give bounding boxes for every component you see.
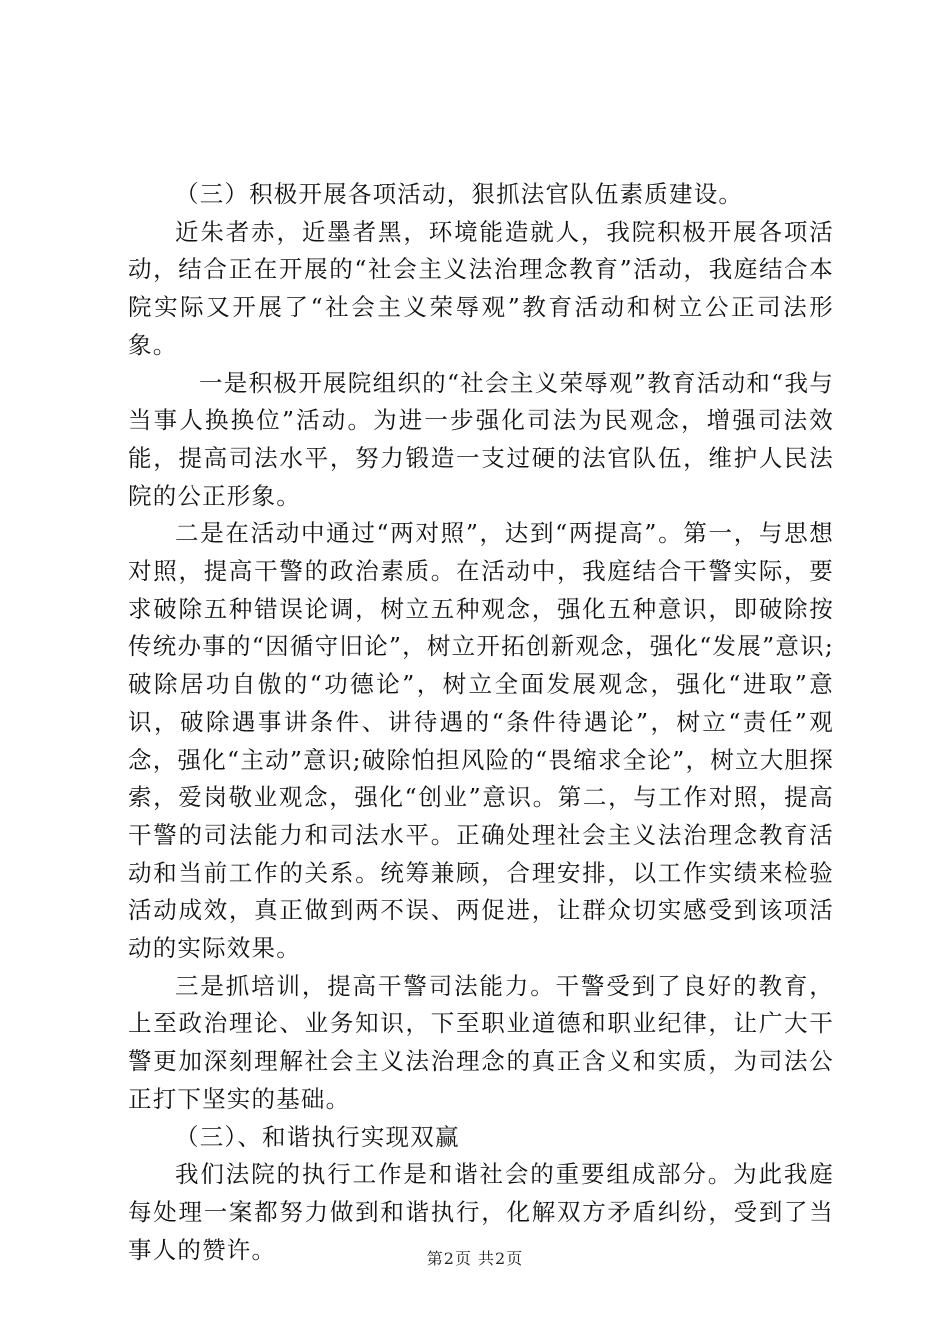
section-heading-activities: （三）积极开展各项活动，狠抓法官队伍素质建设。 (175, 180, 744, 208)
page-number-footer: 第2页 共2页 (426, 1249, 524, 1268)
paragraph-execution: 我们法院的执行工作是和谐社会的重要组成部分。为此我庭每处理一案都努力做到和谐执行，化解双方矛盾纠纷，受到了当事人的赞许。 (128, 1160, 834, 1264)
paragraph-point-one: 一是积极开展院组织的“社会主义荣辱观”教育活动和“我与当事人换换位”活动。为进一步强化司法为民观念，增强司法效能，提高司法水平，努力锻造一支过硬的法官队伍，维护人民法院的公正形象。 (128, 368, 834, 510)
paragraph-point-two: 二是在活动中通过“两对照”，达到“两提高”。第一，与思想对照，提高干警的政治素质。在活动中，我庭结合干警实际，要求破除五种错误论调，树立五种观念，强化五种意识，即破除按传统办事的“因循守旧论”，树立开拓创新观念，强化“发展”意识;破除居功自傲的“功德论”，树立全面发展观念，强化“进取”意识，破除遇事讲条件、讲待遇的“条件待遇论”，树立“责任”观念，强化“主动”意识;破除怕担风险的“畏缩求全论”，树立大胆探索，爱岗敬业观念，强化“创业”意识。第二，与工作对照，提高干警的司法能力和司法水平。正确处理社会主义法治理念教育活动和当前工作的关系。统筹兼顾，合理安排，以工作实绩来检验活动成效，真正做到两不误、两促进，让群众切实感受到该项活动的实际效果。 (128, 519, 834, 963)
document-body (128, 176, 834, 1269)
section-heading-execution: （三）、和谐执行实现双赢 (175, 1122, 460, 1151)
paragraph-intro: 近朱者赤，近墨者黑，环境能造就人，我院积极开展各项活动，结合正在开展的“社会主义法治理念教育”活动，我庭结合本院实际又开展了“社会主义荣辱观”教育活动和树立公正司法形象。 (128, 217, 834, 359)
paragraph-point-three: 三是抓培训，提高干警司法能力。干警受到了良好的教育，上至政治理论、业务知识，下至职业道德和职业纪律，让广大干警更加深刻理解社会主义法治理念的真正含义和实质，为司法公正打下坚实的基础。 (128, 971, 834, 1113)
